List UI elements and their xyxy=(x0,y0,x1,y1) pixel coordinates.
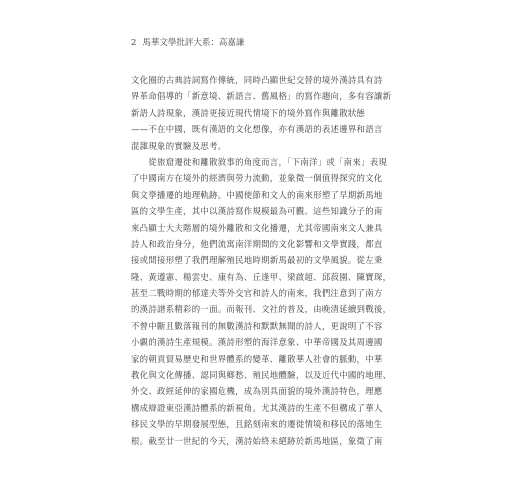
text-line: 不曾中斷且數落報刊的無數漢詩和默默無聞的詩人，更說明了不容 xyxy=(131,320,383,331)
text-line: 的漢詩譜系精彩的一面。而報刊、文社的普及，由晚清延續到戰後， xyxy=(131,304,391,315)
text-line: 移民文學的早期發展型態，且銘刻南來的遷徙情境和移民的落地生 xyxy=(131,419,383,430)
text-line: 教化與文化傳播、認同與鄉愁、殖民地體驗，以及近代中國的地理、 xyxy=(131,370,391,381)
text-line: 甚至二戰時期的郁達夫等外交官和詩人的南來，我們注意到了南方 xyxy=(131,288,383,299)
text-line: ——不在中國，既有漢語的文化想像，亦有漢語的表述邊界和語言 xyxy=(131,124,383,135)
text-line: 詩人和政治身分，他們流寓南洋期間的文化影響和文學實踐，都直 xyxy=(131,238,383,249)
text-line: 界革命倡導的「新意境、新語言、舊風格」的寫作趨向，多有容讓新 xyxy=(131,91,391,102)
text-line: 文化圈的古典詩詞寫作傳統，同時凸顯世紀交替的境外漢詩具有詩 xyxy=(131,75,383,85)
text-line: 根。截至廿一世紀的今天，漢詩始終未絕跡於新馬地區，象徵了南 xyxy=(131,435,383,446)
text-line: 外交、政經延伸的家國危機，成為別具面貌的境外漢詩特色，理應 xyxy=(131,386,383,397)
page-number: 2 xyxy=(131,38,137,48)
running-header xyxy=(131,36,244,48)
text-line: 家的朝貢貿易歷史和世界體系的變革、離散華人社會的脈動，中華 xyxy=(131,353,383,364)
text-line: 隆、黃遵憲、楊雲史、康有為、丘逢甲、梁啟超、邱菽園、陳寶琛， xyxy=(131,271,391,282)
body-text xyxy=(131,72,391,449)
text-line: 從旅窟遷徙和離散敘事的角度而言，「下南洋」或「南來」表現 xyxy=(131,156,388,167)
running-title: 馬華文學批評大系：高嘉謙 xyxy=(142,38,245,48)
text-line: 來凸顯士大夫階層的境外離散和文化播遷，尤其帝國南來文人兼具 xyxy=(131,222,383,233)
text-line: 混雜現象的實驗及思考。 xyxy=(131,140,227,151)
text-line: 了中國南方在境外的經濟與勞力流動，並象徵一個值得探究的文化 xyxy=(131,173,383,184)
text-line: 區的文學生產，其中以漢詩寫作規模最為可觀。這些知識分子的南 xyxy=(131,206,383,217)
text-line: 與文學播遷的地理軌跡。中國使節和文人的南來形塑了早期新馬地 xyxy=(131,189,383,200)
text-line: 構成辯證東亞漢詩體系的新視角。尤其漢詩的生產不但構成了華人 xyxy=(131,402,383,413)
text-line: 接或間接形塑了我們理解殖民地時期新馬最初的文學風貌。從左秉 xyxy=(131,255,383,266)
text-line: 新語人詩現象，漢詩更接近現代情境下的境外寫作與離散狀態 xyxy=(131,107,366,118)
text-line: 小覷的漢詩生產規模。漢詩形塑的海洋意象、中華帝國及其周邊國 xyxy=(131,337,383,348)
